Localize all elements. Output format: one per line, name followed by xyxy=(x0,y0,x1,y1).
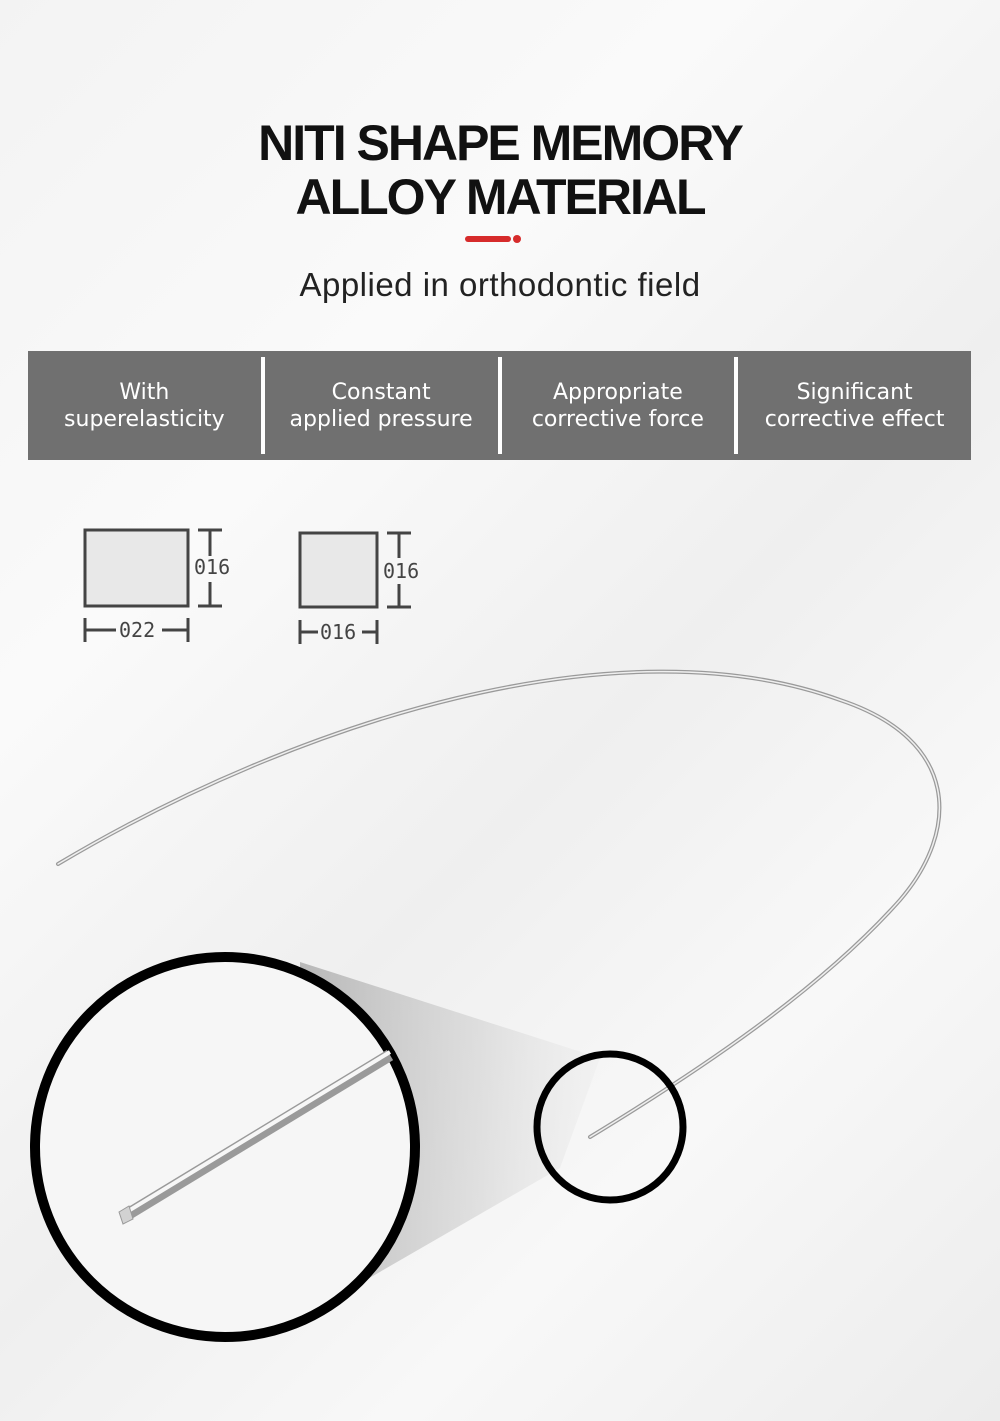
feature-line1: With xyxy=(119,379,170,405)
square-width-label: 016 xyxy=(320,620,357,644)
feature-line1: Significant xyxy=(796,379,913,405)
feature-line2: superelasticity xyxy=(64,406,225,432)
feature-line1: Appropriate xyxy=(552,379,683,405)
feature-line2: corrective force xyxy=(531,406,704,432)
rect-height-label: 016 xyxy=(194,555,231,579)
magnifier-circle xyxy=(35,957,415,1337)
title-line-2: ALLOY MATERIAL xyxy=(295,169,705,225)
rect-width-label: 022 xyxy=(119,618,156,642)
feature-line1: Constant xyxy=(331,379,431,405)
subtitle: Applied in orthodontic field xyxy=(299,266,701,303)
feature-line2: applied pressure xyxy=(289,406,473,432)
square-height-label: 016 xyxy=(383,559,420,583)
title-line-1: NITI SHAPE MEMORY xyxy=(258,115,742,171)
feature-line2: corrective effect xyxy=(764,406,945,432)
